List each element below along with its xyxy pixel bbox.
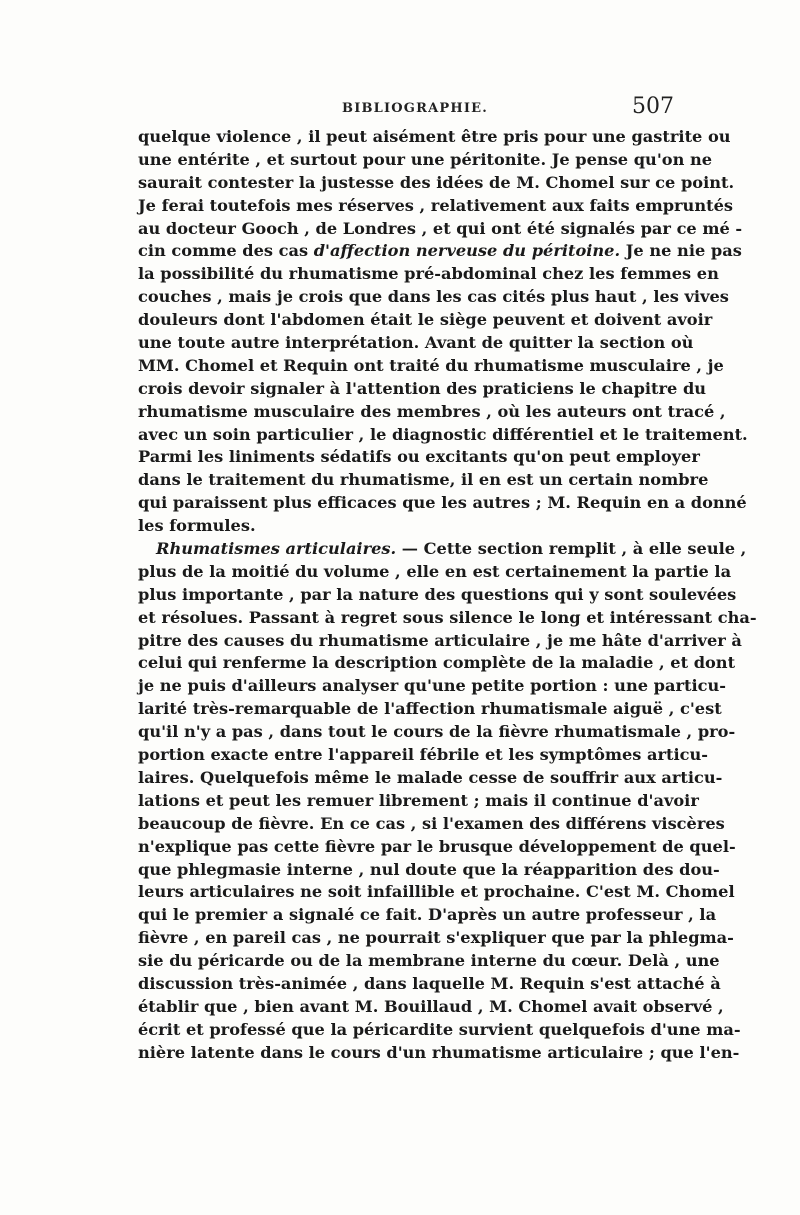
text-line: [138, 607, 757, 630]
text-segment: fièvre , en pareil cas , ne pourrait s'expliquer que par la phlegma-: [138, 928, 734, 948]
running-head: [0, 96, 800, 126]
text-line: [138, 515, 682, 538]
text-line: [138, 309, 713, 332]
text-line: [138, 744, 709, 767]
text-line: [138, 881, 735, 904]
text-segment: je ne puis d'ailleurs analyser qu'une petite portion : une particu-: [138, 676, 726, 696]
text-segment: leurs articulaires ne soit infaillible et prochaine. C'est M. Chomel: [138, 882, 735, 902]
running-title: BIBLIOGRAPHIE.: [342, 101, 488, 116]
text-segment: larité très-remarquable de l'affection rhumatismale aiguë , c'est: [138, 699, 722, 719]
text-segment: la possibilité du rhumatisme pré-abdominal chez les femmes en: [138, 264, 719, 284]
text-line: [138, 126, 731, 149]
text-segment: crois devoir signaler à l'attention des praticiens le chapitre du: [138, 378, 707, 398]
text-line: [138, 927, 734, 950]
text-segment: nière latente dans le cours d'un rhumatisme articulaire ; que l'en-: [138, 1042, 740, 1062]
text-line: [138, 859, 720, 882]
text-segment: portion exacte entre l'appareil fébrile et les symptômes articu-: [138, 745, 709, 765]
text-segment: — Cette section remplit , à elle seule ,: [396, 539, 747, 559]
body-text: [138, 126, 757, 1065]
text-line: [138, 332, 694, 355]
text-segment: avec un soin particulier , le diagnostic différentiel et le traitement.: [138, 424, 748, 444]
text-line: [138, 904, 717, 927]
text-segment: laires. Quelquefois même le malade cesse de souffrir aux articu-: [138, 767, 723, 787]
text-line: [138, 950, 720, 973]
text-line: [138, 652, 736, 675]
text-segment: MM. Chomel et Requin ont traité du rhumatisme musculaire , je: [138, 355, 724, 375]
text-segment: plus importante , par la nature des questions qui y sont soulevées: [138, 584, 737, 604]
text-segment: une entérite , et surtout pour une péritonite. Je pense qu'on ne: [138, 149, 713, 169]
text-line: [138, 469, 709, 492]
text-segment: rhumatisme musculaire des membres , où les auteurs ont tracé ,: [138, 401, 726, 421]
text-segment: établir que , bien avant M. Bouillaud , M. Chomel avait observé ,: [138, 996, 724, 1016]
text-line: [138, 538, 747, 561]
text-line: [138, 424, 748, 447]
text-segment: dans le traitement du rhumatisme, il en est un certain nombre: [138, 470, 709, 490]
text-segment: discussion très-animée , dans laquelle M. Requin s'est attaché à: [138, 973, 721, 993]
text-line: [138, 996, 724, 1019]
text-line: [138, 1042, 740, 1065]
text-segment: que phlegmasie interne , nul doute que la réapparition des dou-: [138, 859, 720, 879]
text-line: [138, 973, 721, 996]
text-line: [138, 195, 733, 218]
text-segment: et résolues. Passant à regret sous silence le long et intéressant cha-: [138, 607, 757, 627]
text-segment: Parmi les liniments sédatifs ou excitants qu'on peut employer: [138, 447, 700, 467]
text-line: [138, 721, 736, 744]
text-line: [138, 584, 737, 607]
text-segment: les formules.: [138, 516, 256, 536]
text-segment: Je ne nie pas: [620, 241, 742, 261]
text-line: [138, 767, 723, 790]
text-line: [138, 240, 742, 263]
text-segment: plus de la moitié du volume , elle en est certainement la partie la: [138, 561, 732, 581]
text-line: [138, 836, 736, 859]
text-line: [138, 698, 722, 721]
text-line: [138, 675, 726, 698]
text-segment: qu'il n'y a pas , dans tout le cours de la fièvre rhumatismale , pro-: [138, 722, 736, 742]
text-line: [138, 172, 735, 195]
text-line: [138, 286, 729, 309]
text-line: [138, 492, 747, 515]
text-line: [138, 561, 732, 584]
italic-text-segment: d'affection nerveuse du péritoine.: [313, 241, 621, 261]
text-segment: sie du péricarde ou de la membrane interne du cœur. Delà , une: [138, 951, 720, 971]
text-segment: pitre des causes du rhumatisme articulaire , je me hâte d'arriver à: [138, 630, 742, 650]
text-segment: beaucoup de fièvre. En ce cas , si l'examen des différens viscères: [138, 813, 725, 833]
text-segment: quelque violence , il peut aisément être pris pour une gastrite ou: [138, 127, 731, 146]
text-segment: écrit et professé que la péricardite survient quelquefois d'une ma-: [138, 1019, 741, 1039]
italic-text-segment: Rhumatismes articulaires.: [156, 539, 397, 559]
text-segment: cin comme des cas: [138, 241, 314, 261]
text-segment: qui le premier a signalé ce fait. D'après un autre professeur , la: [138, 905, 717, 925]
text-segment: celui qui renferme la description complète de la maladie , et dont: [138, 653, 736, 673]
text-segment: lations et peut les remuer librement ; mais il continue d'avoir: [138, 790, 699, 810]
text-segment: au docteur Gooch , de Londres , et qui ont été signalés par ce mé -: [138, 218, 743, 238]
text-line: [138, 378, 707, 401]
text-line: [138, 813, 725, 836]
text-segment: couches , mais je crois que dans les cas cités plus haut , les vives: [138, 287, 729, 307]
text-line: [138, 355, 724, 378]
text-line: [138, 790, 699, 813]
text-segment: qui paraissent plus efficaces que les autres ; M. Requin en a donné: [138, 493, 747, 513]
text-segment: saurait contester la justesse des idées de M. Chomel sur ce point.: [138, 172, 735, 192]
text-line: [138, 1019, 741, 1042]
text-segment: douleurs dont l'abdomen était le siège peuvent et doivent avoir: [138, 310, 713, 330]
text-line: [138, 401, 726, 424]
text-segment: Je ferai toutefois mes réserves , relativement aux faits empruntés: [138, 195, 733, 215]
text-line: [138, 630, 742, 653]
text-line: [138, 263, 719, 286]
text-line: [138, 446, 700, 469]
text-segment: une toute autre interprétation. Avant de quitter la section où: [138, 333, 694, 353]
text-line: [138, 149, 713, 172]
text-line: [138, 218, 743, 241]
text-segment: n'explique pas cette fièvre par le brusque développement de quel-: [138, 836, 736, 856]
page-number: 507: [632, 94, 674, 119]
